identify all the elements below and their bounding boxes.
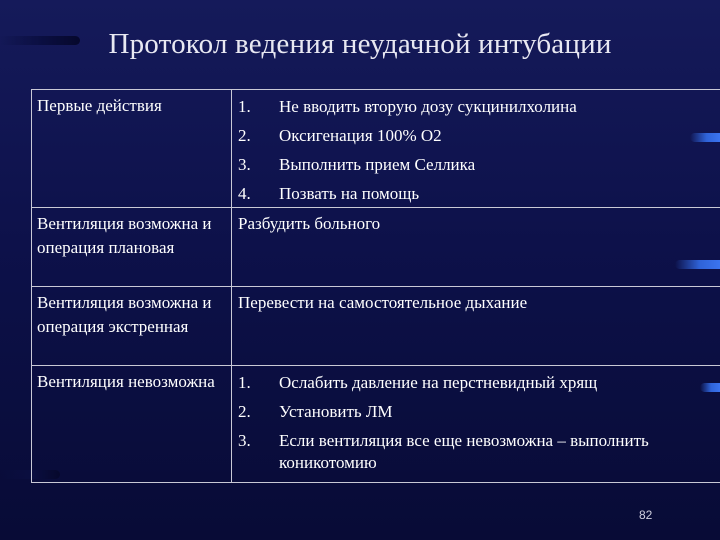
list-item: [238, 179, 720, 208]
row-label: Первые действия: [37, 96, 162, 115]
list-item: [238, 121, 720, 150]
row-label: Вентиляция возможна и операция плановая: [37, 214, 212, 257]
item-number: 2.: [238, 402, 251, 421]
item-number: 1.: [238, 97, 251, 116]
row-action: Перевести на самостоятельное дыхание: [238, 293, 528, 312]
table-row: [32, 90, 720, 208]
item-text: Установить ЛМ: [279, 402, 393, 421]
row-actions: [238, 368, 720, 474]
item-text: Ослабить давление на перстневидный хрящ: [279, 373, 598, 392]
protocol-table: [31, 89, 720, 483]
item-text: Не вводить вторую дозу сукцинилхолина: [279, 97, 577, 116]
slide-title: Протокол ведения неудачной интубации: [108, 28, 612, 60]
item-number: 2.: [238, 126, 251, 145]
table-row: [32, 366, 720, 483]
item-text: Если вентиляция все еще невозможна – выполнить коникотомию: [279, 431, 649, 472]
table-row: [32, 287, 720, 366]
item-text: Выполнить прием Селлика: [279, 155, 476, 174]
row-label: Вентиляция невозможна: [37, 372, 215, 391]
row-label: Вентиляция возможна и операция экстренная: [37, 293, 212, 336]
item-number: 3.: [238, 155, 251, 174]
item-number: 4.: [238, 184, 251, 203]
row-actions: [238, 92, 720, 208]
list-item: [238, 397, 720, 426]
item-text: Позвать на помощь: [279, 184, 420, 203]
page-number: 82: [639, 508, 653, 522]
list-item: [238, 150, 720, 179]
row-action: Разбудить больного: [238, 214, 381, 233]
item-text: Оксигенация 100% О2: [279, 126, 442, 145]
list-item: [238, 92, 720, 121]
item-number: 3.: [238, 431, 251, 450]
table-row: [32, 208, 720, 287]
list-item: [238, 368, 720, 397]
item-number: 1.: [238, 373, 251, 392]
list-item: [238, 430, 720, 474]
